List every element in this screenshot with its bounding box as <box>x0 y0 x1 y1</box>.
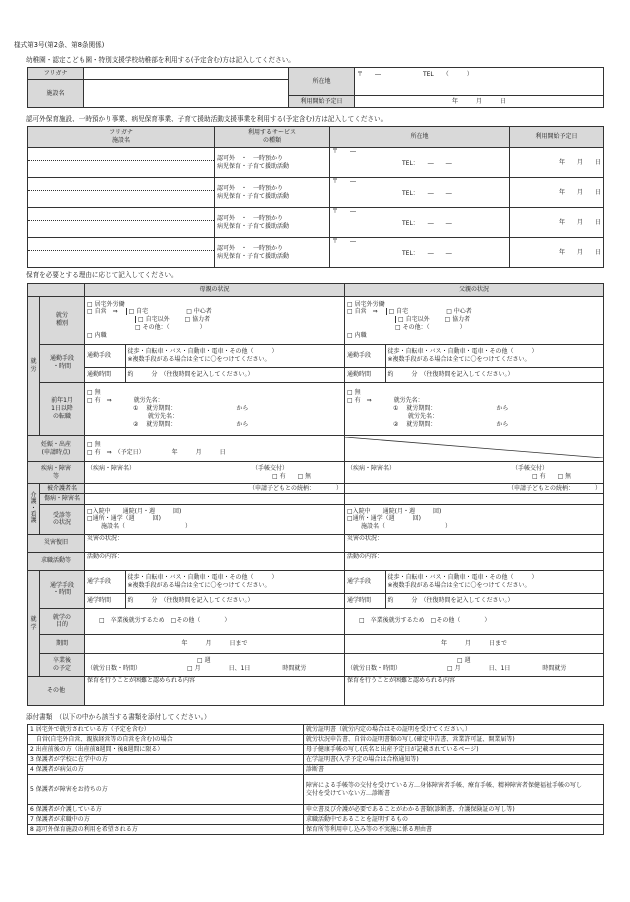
home-checkbox[interactable]: □ 自宅 <box>126 308 149 315</box>
attachment-row <box>28 755 604 765</box>
attachment-condition: 7 保護者が求職中の方 <box>28 815 304 825</box>
school-commute-label <box>40 570 85 608</box>
father-visit-status[interactable] <box>345 504 604 534</box>
employer-label: 就労先名： <box>148 412 179 420</box>
commute-means-field[interactable] <box>125 345 344 368</box>
period-label: 就労期間： <box>146 420 177 428</box>
service-option-1: 認可外 ・ 一時預かり <box>217 184 284 192</box>
attachment-document: 在学証明書(入学予定の場合は合格通知等) <box>304 755 604 765</box>
other-reason-label: その他 <box>28 677 85 706</box>
commute-means-label: 通勤手段 <box>345 345 385 368</box>
name-line[interactable] <box>28 190 214 207</box>
mother-commute[interactable] <box>85 344 345 382</box>
start-date-label: 利用開始予定日 <box>289 96 355 108</box>
mother-job-change[interactable] <box>85 382 345 435</box>
attachment-document: 就労状況申告書、自営の証明書類の写し(確定申告書、営業許可証、開業届等) <box>304 735 604 745</box>
other-care-name-field[interactable] <box>28 148 215 178</box>
reason-heading: 保育を必要とする理由に応じて記入してください。 <box>26 271 178 279</box>
name-line[interactable] <box>28 160 214 177</box>
address-label: 所在地 <box>289 68 355 96</box>
hospital-checkbox[interactable]: □入院中 通院(月・週 回) <box>347 507 442 515</box>
school-period-label: 期間 <box>40 634 85 653</box>
yes-checkbox[interactable]: □ 有 ⇒ <box>87 397 112 405</box>
days-label: 日、1日 <box>228 664 251 672</box>
label-char: ・ <box>30 504 37 512</box>
attachment-condition: 8 認可外保育施設の利用を希望される方 <box>28 825 304 835</box>
attachment-row <box>28 815 604 825</box>
commute-means-label: 通勤手段 <box>85 345 125 368</box>
school-means-label: 通学手段 <box>85 571 125 594</box>
attachment-document: 母子健康手帳の写し(氏名と出産予定日が記載されているページ) <box>304 745 604 755</box>
address-field[interactable] <box>330 148 510 178</box>
reason-table <box>27 283 604 706</box>
start-date-header: 利用開始予定日 <box>510 127 604 148</box>
service-option-2: 病児保育・子育て援助活動 <box>217 252 290 260</box>
period-label: 就労期間： <box>406 420 437 428</box>
service-type-options[interactable] <box>215 208 330 238</box>
service-label-2: の種類 <box>262 137 281 144</box>
facility-name-field[interactable]: 施設名（ ） <box>361 523 452 531</box>
father-disaster[interactable]: 災害の状況： <box>345 534 604 552</box>
mother-school-purpose[interactable]: □ 卒業後就労するため □その他（ ） <box>85 609 345 635</box>
label-line: ・時間 <box>52 363 71 371</box>
attachment-condition: 3 保護者が学校に在学中の方 <box>28 755 304 765</box>
outside-work-checkbox[interactable]: □ 居宅外労働 <box>347 300 385 308</box>
school-means-label: 通学手段 <box>345 571 385 594</box>
days-label: 日、1日 <box>488 664 511 672</box>
tel-field: TEL： ― ― <box>402 189 452 197</box>
zip-mark: 〒 ― <box>332 208 357 215</box>
means-note: ※複数手段がある場合は全てに〇をつけてください。 <box>387 582 531 590</box>
attachment-condition: 4 保護者が病気の方 <box>28 765 304 775</box>
handbook-label: （手帳交付） <box>255 464 289 472</box>
service-option-2: 病児保育・子育て援助活動 <box>217 162 290 170</box>
father-illness-name[interactable] <box>345 494 604 505</box>
name-line[interactable] <box>28 250 214 267</box>
from-label: から <box>496 420 509 428</box>
label-line: 卒業後 <box>52 657 71 665</box>
no-checkbox[interactable]: □ 無 <box>87 440 101 448</box>
other-care-name-field[interactable] <box>28 208 215 238</box>
attachment-condition: 自営(自宅外自営、親族経営等の自営を含む)の場合 <box>28 735 304 745</box>
service-type-header <box>215 127 330 148</box>
other-care-heading: 認可外保育施設、一時預かり事業、病児保育事業、子育て援助活動支援事業を利用する(予定含む)方は記入してください。 <box>26 115 388 123</box>
school-time-label: 通学時間 <box>85 594 125 608</box>
due-date-field[interactable]: □ 有 ⇒ （予定日） 年 月 日 <box>87 448 226 456</box>
service-option-2: 病児保育・子育て援助活動 <box>217 192 290 200</box>
mother-illness-name[interactable] <box>85 494 345 505</box>
attachment-document: 就労証明書（就労内定の場合はその証明を受けてください。） <box>304 725 604 735</box>
attachment-document-line: 障害による手帳等の交付を受けている方…身体障害者手帳、療育手帳、精神障害者保健福祉手帳の写し <box>306 781 583 789</box>
handbook-label: （手帳交付） <box>515 464 549 472</box>
attachment-row <box>28 725 604 735</box>
label-line: 種別 <box>55 320 68 328</box>
mother-employment-type[interactable] <box>85 296 345 344</box>
means-options: 徒歩・自転車・バス・自動車・電車・その他（ ） <box>387 348 538 356</box>
from-label: から <box>236 405 249 413</box>
start-date-field[interactable]: 年 月 日 <box>510 178 604 208</box>
other-care-name-field[interactable] <box>28 178 215 208</box>
no-checkbox[interactable]: □ 無 <box>87 389 101 397</box>
mother-cared-person[interactable]: （申請子どもとの続柄： ） <box>85 483 345 494</box>
period-label: 就労期間： <box>406 405 437 413</box>
commute-inner <box>345 345 603 382</box>
nursing-label <box>28 483 40 534</box>
mother-job-seeking[interactable]: 活動の内容： <box>85 552 345 570</box>
other-checkbox[interactable]: □ その他：（ ） <box>135 324 206 332</box>
service-label: 利用するサービス <box>247 129 296 137</box>
attachment-row <box>28 825 604 835</box>
illness-name-label: （疾病・障害名） <box>87 464 136 472</box>
label-line: 通勤手段 <box>49 355 74 363</box>
means-options: 徒歩・自転車・バス・自動車・電車・その他（ ） <box>127 574 278 582</box>
father-header: 父親の状況 <box>345 284 604 297</box>
school-time-field[interactable]: 約 分 （往復時間を記入してください。） <box>387 597 514 605</box>
mother-disaster[interactable]: 災害の状況： <box>85 534 345 552</box>
tel-field: TEL： ― ― <box>402 219 452 227</box>
label-line: 1日以降 <box>51 405 73 413</box>
father-school-period[interactable]: 年 月 日まで <box>345 634 604 653</box>
hours-label: 時間就労 <box>282 664 307 672</box>
means-options: 徒歩・自転車・バス・自動車・電車・その他（ ） <box>127 348 278 356</box>
item-number: ② <box>133 420 139 428</box>
service-type-options[interactable] <box>215 238 330 268</box>
tel-field: TEL： ― ― <box>402 159 452 167</box>
employment-type-label <box>40 296 85 344</box>
service-option-1: 認可外 ・ 一時預かり <box>217 244 284 252</box>
attachment-document: 申立書及び介護が必要であることがわかる書類(診断書、介護保険証の写し等) <box>304 805 604 815</box>
service-option-2: 病児保育・子育て援助活動 <box>217 222 290 230</box>
label-line: 就学の <box>52 613 71 621</box>
day-service-checkbox[interactable]: □通所・通学（週 回) <box>347 515 422 523</box>
day-service-checkbox[interactable]: □通所・通学（週 回) <box>87 515 162 523</box>
facility-name-label: 施設名 <box>111 137 130 144</box>
label-line: 妊娠・出産 <box>40 440 71 448</box>
commute-means-field[interactable] <box>385 345 603 368</box>
employer-label: 就労先名： <box>133 397 164 405</box>
kindergarten-name-field[interactable] <box>84 80 289 108</box>
mother-pregnancy[interactable] <box>85 436 345 462</box>
outside-work-checkbox[interactable]: □ 居宅外労働 <box>87 300 125 308</box>
start-date-field[interactable]: 年 月 日 <box>510 208 604 238</box>
illness-label <box>28 462 85 483</box>
service-type-options[interactable] <box>215 178 330 208</box>
work-days-label: （就労日数・時間） <box>87 664 142 672</box>
attachment-row <box>28 805 604 815</box>
commute-inner <box>85 571 344 608</box>
father-school-commute[interactable] <box>345 570 604 608</box>
attachment-row <box>28 775 604 805</box>
self-employed-checkbox[interactable]: □ 自営 ⇒ <box>87 308 118 316</box>
hospital-checkbox[interactable]: □入院中 通院(月・週 回) <box>87 507 182 515</box>
from-label: から <box>496 405 509 413</box>
week-checkbox[interactable]: □ 週 <box>197 657 211 665</box>
facility-name-label: 施設名 <box>28 80 84 108</box>
zip-mark: 〒 ― <box>357 71 382 78</box>
month-checkbox[interactable]: □ 月 <box>447 664 461 672</box>
facility-name-field[interactable]: 施設名（ ） <box>101 523 192 531</box>
father-pregnancy-na <box>345 436 604 462</box>
commute-time-field[interactable]: 約 分 （往復時間を記入してください。） <box>127 371 254 379</box>
label-line: 就労 <box>55 312 68 320</box>
work-days-label: （就労日数・時間） <box>347 664 402 672</box>
corner-cell <box>28 284 85 297</box>
address-field[interactable] <box>330 208 510 238</box>
kindergarten-furigana-field[interactable] <box>84 68 289 80</box>
label-line: ・時間 <box>52 589 71 597</box>
commute-inner <box>345 571 603 608</box>
hours-label: 時間就労 <box>542 664 567 672</box>
commute-time-field[interactable]: 約 分 （往復時間を記入してください。） <box>387 371 514 379</box>
attachment-document: 保育所等利用申し込み等の不実施に係る理由書 <box>304 825 604 835</box>
outside-home-checkbox[interactable]: □ 自宅以外 <box>135 316 170 323</box>
service-option-1: 認可外 ・ 一時預かり <box>217 154 284 162</box>
attachment-document-line: 交付を受けていない方…診断書 <box>306 789 391 797</box>
kindergarten-heading: 幼稚園・認定こども園・特別支援学校幼稚部を利用する(予定含む)方は記入してください。 <box>26 56 295 64</box>
mother-school-period[interactable]: 年 月 日まで <box>85 634 345 653</box>
label-line: (申請時点) <box>41 448 71 456</box>
mother-other-reason[interactable]: 保育を行うことが困難と認められる内容 <box>85 677 345 706</box>
school-label: 就学 <box>28 570 40 676</box>
school-time-field[interactable]: 約 分 （往復時間を記入してください。） <box>127 597 254 605</box>
label-char: 護 <box>30 498 37 506</box>
item-number: ① <box>393 405 399 413</box>
zip-mark: 〒 ― <box>332 148 357 155</box>
visit-status-label <box>40 504 85 534</box>
kindergarten-table <box>27 67 604 108</box>
mother-after-graduation[interactable] <box>85 653 345 676</box>
father-job-change[interactable] <box>345 382 604 435</box>
cared-person-label: 被介護者名 <box>40 483 85 494</box>
self-employed-checkbox[interactable]: □ 自営 ⇒ <box>347 308 378 316</box>
start-date-field[interactable]: 年 月 日 <box>510 148 604 178</box>
label-char: 介 <box>30 491 37 499</box>
label-line: の状況 <box>52 519 71 527</box>
label-line: 前年1月 <box>51 397 73 405</box>
furigana-line[interactable] <box>28 148 214 160</box>
address-header: 所在地 <box>330 127 510 148</box>
item-number: ① <box>133 405 139 413</box>
period-label: 就労期間： <box>146 405 177 413</box>
main-person-checkbox[interactable]: □ 中心者 <box>446 308 472 316</box>
father-after-graduation[interactable] <box>345 653 604 676</box>
means-note: ※複数手段がある場合は全てに〇をつけてください。 <box>387 355 531 363</box>
handbook-checkbox[interactable]: □ 有 □ 無 <box>272 472 312 480</box>
school-time-label: 通学時間 <box>345 594 385 608</box>
tel-field: TEL （ ） <box>422 71 473 78</box>
commute-time-label: 通勤時間 <box>345 368 385 382</box>
other-care-name-header <box>28 127 215 148</box>
label-line: 等 <box>52 472 59 480</box>
mother-header: 母親の状況 <box>85 284 345 297</box>
means-options: 徒歩・自転車・バス・自動車・電車・その他（ ） <box>387 574 538 582</box>
start-date-field[interactable]: 年 月 日 <box>510 238 604 268</box>
means-note: ※複数手段がある場合は全てに〇をつけてください。 <box>127 355 271 363</box>
disaster-label: 災害復旧 <box>28 534 85 552</box>
attachment-document: 診断書 <box>304 765 604 775</box>
label-line: 受診等 <box>52 511 71 519</box>
attachment-row <box>28 735 604 745</box>
means-note: ※複数手段がある場合は全てに〇をつけてください。 <box>127 582 271 590</box>
label-line: の転職 <box>52 412 71 420</box>
commute-inner <box>85 345 344 382</box>
zip-mark: 〒 ― <box>332 178 357 185</box>
furigana-line[interactable] <box>28 208 214 220</box>
attachment-condition: 6 保護者が介護している方 <box>28 805 304 815</box>
pregnancy-label <box>28 436 85 462</box>
no-checkbox[interactable]: □ 無 <box>347 389 361 397</box>
month-checkbox[interactable]: □ 月 <box>187 664 201 672</box>
school-purpose-label <box>40 609 85 635</box>
father-illness[interactable] <box>345 462 604 483</box>
main-person-checkbox[interactable]: □ 中心者 <box>186 308 212 316</box>
helper-checkbox[interactable]: □ 協力者 <box>444 316 471 324</box>
father-school-purpose[interactable]: □ 卒業後就労するため □その他（ ） <box>345 609 604 635</box>
attachment-condition: 1 居宅外で就労されている方（予定を含む） <box>28 725 304 735</box>
other-checkbox[interactable]: □ その他：（ ） <box>395 324 466 332</box>
furigana-line[interactable] <box>28 178 214 190</box>
service-type-options[interactable] <box>215 148 330 178</box>
job-change-label <box>40 382 85 435</box>
mother-school-commute[interactable] <box>85 570 345 608</box>
week-checkbox[interactable]: □ 週 <box>457 657 471 665</box>
after-graduation-label <box>40 653 85 676</box>
father-job-seeking[interactable]: 活動の内容： <box>345 552 604 570</box>
furigana-label: フリガナ <box>28 68 84 80</box>
commute-label <box>40 344 85 382</box>
item-number: ② <box>393 420 399 428</box>
tel-field: TEL： ― ― <box>402 249 452 257</box>
handbook-checkbox[interactable]: □ 有 □ 無 <box>532 472 572 480</box>
label-line: 疾病・障害 <box>40 464 71 472</box>
other-care-name-field[interactable] <box>28 238 215 268</box>
kindergarten-start-date-field[interactable]: 年 月 日 <box>355 96 604 108</box>
illness-name-label: （疾病・障害名） <box>347 464 396 472</box>
yes-checkbox[interactable]: □ 有 ⇒ <box>347 397 372 405</box>
attachment-document <box>304 775 604 805</box>
home-checkbox[interactable]: □ 自宅 <box>386 308 409 315</box>
job-seeking-label: 求職活動等 <box>28 552 85 570</box>
furigana-line[interactable] <box>28 238 214 250</box>
home-job-checkbox[interactable]: □ 内職 <box>347 331 367 339</box>
attachment-row <box>28 745 604 755</box>
from-label: から <box>236 420 249 428</box>
father-cared-person[interactable]: （申請子どもとの続柄： ） <box>345 483 604 494</box>
commute-time-label: 通勤時間 <box>85 368 125 382</box>
mother-visit-status[interactable] <box>85 504 345 534</box>
mother-illness[interactable] <box>85 462 345 483</box>
father-commute[interactable] <box>345 344 604 382</box>
school-means-field[interactable] <box>385 571 603 594</box>
label-char: 看 <box>30 510 37 518</box>
other-care-table <box>27 126 604 268</box>
school-means-field[interactable] <box>125 571 344 594</box>
helper-checkbox[interactable]: □ 協力者 <box>184 316 211 324</box>
employment-label: 就労 <box>28 296 40 435</box>
outside-home-checkbox[interactable]: □ 自宅以外 <box>395 316 430 323</box>
label-line: 通学手段 <box>49 581 74 589</box>
illness-name-label: 傷病・障害名 <box>40 494 85 505</box>
attachment-condition: 2 出産前後の方（出産前8週間・後8週間に限る） <box>28 745 304 755</box>
label-char: 護 <box>30 517 37 525</box>
attachment-document: 求職活動中であることを証明するもの <box>304 815 604 825</box>
service-option-1: 認可外 ・ 一時預かり <box>217 214 284 222</box>
form-number: 様式第3号(第2条、第8条関係) <box>14 41 105 49</box>
attachment-row <box>28 765 604 775</box>
attachment-condition: 5 保護者が障害をお持ちの方 <box>28 775 304 805</box>
employer-label: 就労先名： <box>408 412 439 420</box>
slash-line <box>345 437 603 458</box>
label-line: 目的 <box>55 621 68 629</box>
employer-label: 就労先名： <box>393 397 424 405</box>
zip-mark: 〒 ― <box>332 238 357 245</box>
address-field[interactable] <box>330 178 510 208</box>
home-job-checkbox[interactable]: □ 内職 <box>87 331 107 339</box>
father-other-reason[interactable]: 保育を行うことが困難と認められる内容 <box>345 677 604 706</box>
attachments-heading: 添付書類 （以下の中から該当する書類を添付してください。） <box>26 713 211 721</box>
attachments-table <box>27 724 604 835</box>
furigana-label: フリガナ <box>109 129 133 137</box>
address-field[interactable] <box>330 238 510 268</box>
kindergarten-address-field[interactable] <box>355 68 604 96</box>
name-line[interactable] <box>28 220 214 237</box>
father-employment-type[interactable] <box>345 296 604 344</box>
label-line: の予定 <box>52 664 71 672</box>
